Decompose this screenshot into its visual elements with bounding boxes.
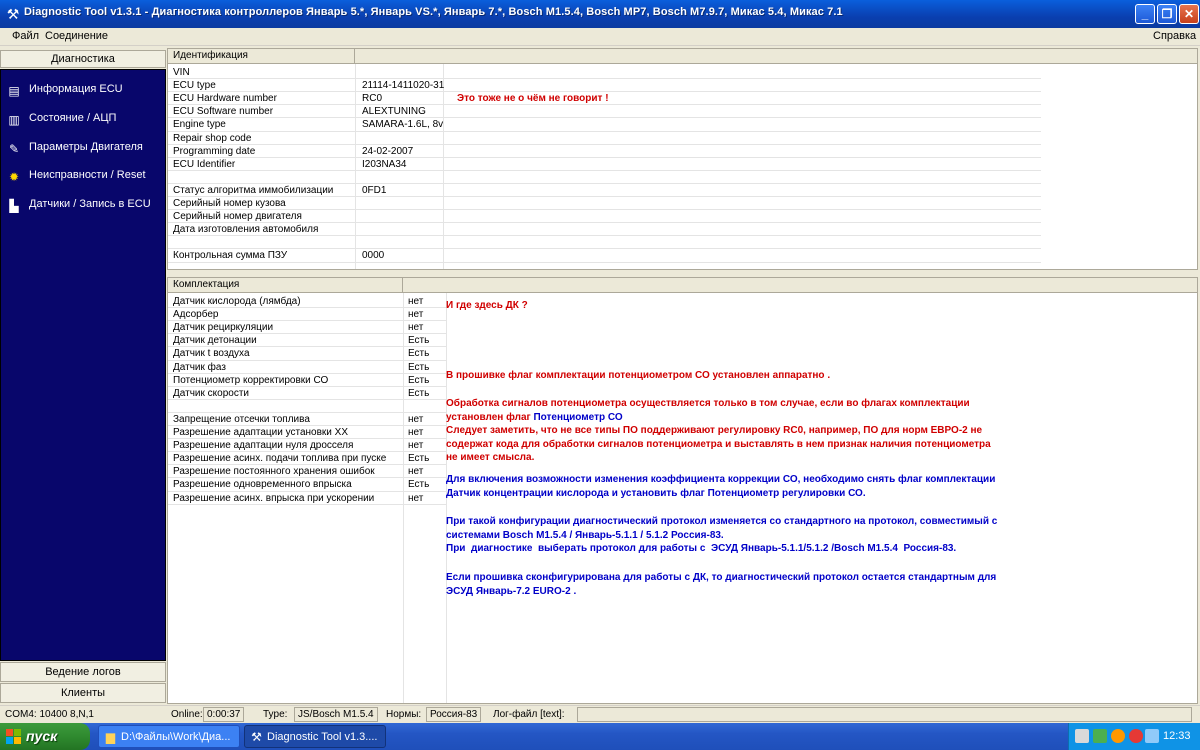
row-value: 21114-1411020-31 xyxy=(362,80,445,92)
taskbar xyxy=(0,723,1200,750)
menu-bar xyxy=(0,28,1200,46)
row-value xyxy=(362,236,446,249)
chart-icon: ▥ xyxy=(8,113,20,127)
title-bar[interactable] xyxy=(0,0,1200,28)
row-value: I203NA34 xyxy=(362,158,407,170)
status-norms-value: Россия-83 xyxy=(426,707,481,722)
row-label: Датчик фаз xyxy=(173,361,226,373)
row-value: нет xyxy=(408,492,424,504)
sidebar-item-label: Неисправности / Reset xyxy=(29,169,146,181)
row-value: Есть xyxy=(408,387,430,399)
row-label: Датчик t воздуха xyxy=(173,348,250,360)
folder-icon: ▆ xyxy=(105,730,116,744)
row-value xyxy=(362,197,446,210)
row-label xyxy=(173,171,353,184)
window-title: Diagnostic Tool v1.3.1 - Диагностика контроллеров Январь 5.*, Январь VS.*, Январь 7.*, Bosch M1.5.4, Bosch MP7, Bosch M7.9.7, Микас 5.4, Микас 7.1 xyxy=(24,6,843,18)
row-value: Есть xyxy=(408,335,430,347)
menu-help[interactable]: Справка xyxy=(1153,30,1197,42)
row-label: Контрольная сумма ПЗУ xyxy=(173,250,288,262)
row-value: SAMARA-1.6L, 8v xyxy=(362,119,444,131)
status-log-label: Лог-файл [text]: xyxy=(493,709,565,720)
row-value: нет xyxy=(408,309,424,321)
sidebar-logs-button[interactable]: Ведение логов xyxy=(0,662,166,682)
note-flag-text: Потенциометр СО xyxy=(533,411,623,423)
row-label: Разрешение одновременного впрыска xyxy=(173,479,352,491)
row-label: ECU Identifier xyxy=(173,158,236,170)
status-log-field xyxy=(577,707,1192,722)
tray-shield-icon[interactable] xyxy=(1129,729,1143,743)
row-label: Датчик скорости xyxy=(173,387,249,399)
row-value: 24-02-2007 xyxy=(362,145,414,157)
note-line: системами Bosch M1.5.4 / Январь-5.1.1 / 5.1.2 Россия-83. xyxy=(446,529,724,541)
row-value: RC0 xyxy=(362,93,383,105)
row-label: Разрешение асинх. впрыска при ускорении xyxy=(173,492,375,504)
note-co-coefficient xyxy=(446,473,995,500)
row-value: Есть xyxy=(408,348,430,360)
status-online-label: Online: xyxy=(171,709,203,720)
tray-network-icon[interactable] xyxy=(1093,729,1107,743)
sidebar-nav xyxy=(0,69,166,661)
note-hardware-flag: В прошивке флаг комплектации потенциометром СО установлен аппаратно . xyxy=(446,370,831,381)
taskbar-item-explorer[interactable] xyxy=(98,725,240,748)
row-value xyxy=(362,210,446,223)
sidebar-item-ecu-info[interactable] xyxy=(7,80,123,98)
note-line: не имеет смысла. xyxy=(446,452,535,463)
row-value: нет xyxy=(408,296,424,307)
row-label: Серийный номер двигателя xyxy=(173,211,302,223)
sidebar-clients-button[interactable]: Клиенты xyxy=(0,683,166,703)
note-dk-protocol xyxy=(446,571,996,598)
row-label: Потенциометр корректировки СО xyxy=(173,374,329,386)
sidebar-item-sensors[interactable] xyxy=(7,195,151,213)
note-line: содержат кода для обработки сигналов потенциометра и выставлять в нем признак наличия потенциометра xyxy=(446,438,991,450)
note-line: Если прошивка сконфигурирована для работы с ДК, то диагностический протокол остается стандартным для xyxy=(446,572,997,583)
sidebar-item-label: Датчики / Запись в ECU xyxy=(29,198,151,210)
row-value: 0FD1 xyxy=(362,184,387,196)
engine-icon: ✎ xyxy=(8,142,20,156)
row-label: ECU Hardware number xyxy=(173,93,277,105)
row-label: Разрешение постоянного хранения ошибок xyxy=(173,466,375,478)
row-value: Есть xyxy=(408,479,430,491)
sidebar-item-faults[interactable] xyxy=(7,166,146,184)
note-where-dk: И где здесь ДК ? xyxy=(446,300,528,311)
row-label: Запрещение отсечки топлива xyxy=(173,413,310,425)
row-label: Дата изготовления автомобиля xyxy=(173,224,319,236)
note-line: Обработка сигналов потенциометра осуществляется только в том случае, если во флагах комплектации xyxy=(446,398,970,409)
app-icon: ⚒ xyxy=(251,730,262,744)
restore-button[interactable]: ❐ xyxy=(1157,4,1177,24)
sidebar-item-label: Состояние / АЦП xyxy=(29,112,117,124)
note-line: Для включения возможности изменения коэффициента коррекции СО, необходимо снять флаг комплектации xyxy=(446,474,996,485)
taskbar-item-label: Diagnostic Tool v1.3.... xyxy=(267,731,378,743)
configuration-title: Комплектация xyxy=(168,278,403,293)
status-port: COM4: 10400 8,N,1 xyxy=(5,709,94,720)
status-type-value: JS/Bosch M1.5.4 xyxy=(294,707,378,722)
fault-icon: ✹ xyxy=(8,170,20,184)
identification-header xyxy=(168,49,1197,64)
note-protocol xyxy=(446,515,997,556)
menu-file[interactable]: Файл xyxy=(12,30,40,42)
row-label: Датчик кислорода (лямбда) xyxy=(173,296,301,307)
tray-volume-icon[interactable] xyxy=(1145,729,1159,743)
status-bar xyxy=(0,705,1200,723)
row-value xyxy=(362,66,446,79)
row-value: нет xyxy=(408,427,424,438)
clock: 12:33 xyxy=(1163,730,1191,742)
menu-connection[interactable]: Соединение xyxy=(45,30,109,42)
row-label: ECU type xyxy=(173,80,216,92)
identification-panel xyxy=(167,48,1198,270)
system-tray xyxy=(1068,723,1200,750)
tray-keyboard-icon[interactable] xyxy=(1075,729,1089,743)
row-label: Статус алгоритма иммобилизации xyxy=(173,184,334,196)
ecu-info-icon: ▤ xyxy=(8,84,20,98)
configuration-header xyxy=(168,278,1197,293)
row-value: 0000 xyxy=(362,250,385,262)
row-label: Engine type xyxy=(173,119,226,131)
row-label: Датчик детонации xyxy=(173,335,257,347)
identification-title: Идентификация xyxy=(168,49,355,64)
row-label: Адсорбер xyxy=(173,309,219,321)
note-line: Датчик концентрации кислорода и установить флаг Потенциометр регулировки СО. xyxy=(446,487,866,499)
note-line: Следует заметить, что не все типы ПО поддерживают регулировку RC0, например, ПО для норм ЕВРО-2 не xyxy=(446,425,983,436)
note-text: установлен флаг xyxy=(446,411,531,423)
status-online-value: 0:00:37 xyxy=(203,707,244,722)
row-value: нет xyxy=(408,440,424,452)
minimize-button[interactable]: _ xyxy=(1135,4,1155,24)
row-value xyxy=(362,223,446,236)
sidebar-item-engine-params[interactable] xyxy=(7,138,143,156)
row-label: Разрешение адаптации установки ХХ xyxy=(173,427,348,438)
row-label: Датчик рециркуляции xyxy=(173,322,274,334)
start-button[interactable] xyxy=(0,723,90,750)
sidebar-item-label: Информация ECU xyxy=(29,83,123,95)
row-label: Разрешение адаптации нуля дросселя xyxy=(173,440,354,452)
row-label xyxy=(173,400,401,413)
row-label: VIN xyxy=(173,67,190,78)
row-label: Разрешение асинх. подачи топлива при пуске xyxy=(173,453,387,465)
row-value: нет xyxy=(408,322,424,334)
taskbar-item-diagnostic-tool[interactable] xyxy=(244,725,386,748)
row-value xyxy=(362,171,446,184)
row-value: Есть xyxy=(408,453,430,465)
row-label: ECU Software number xyxy=(173,106,274,118)
note-line: При такой конфигурации диагностический протокол изменяется со стандартного на протокол, совместимый с xyxy=(446,516,998,527)
row-value: ALEXTUNING xyxy=(362,106,426,118)
app-icon: ⚒ xyxy=(6,6,20,22)
sidebar-header[interactable]: Диагностика xyxy=(0,50,166,68)
row-label: Repair shop code xyxy=(173,132,252,144)
row-value: нет xyxy=(408,413,424,425)
row-label: Серийный номер кузова xyxy=(173,198,286,209)
sidebar xyxy=(0,47,166,705)
note-line xyxy=(446,411,991,425)
row-value: нет xyxy=(408,466,424,478)
row-label xyxy=(173,236,353,249)
row-value: Есть xyxy=(408,361,430,373)
start-label: пуск xyxy=(26,728,58,744)
configuration-panel xyxy=(167,277,1198,704)
note-processing xyxy=(446,397,991,465)
tray-app-icon[interactable] xyxy=(1111,729,1125,743)
sidebar-item-state-adc[interactable] xyxy=(7,109,116,127)
row-value: Есть xyxy=(408,374,430,386)
row-value xyxy=(362,132,446,145)
note-line: ЭСУД Январь-7.2 EURO-2 . xyxy=(446,585,577,597)
row-label: Programming date xyxy=(173,145,256,157)
note-line: При диагностике выберать протокол для работы с ЭСУД Январь-5.1.1/5.1.2 /Bosch M1.5.4 Россия-83. xyxy=(446,543,957,554)
sidebar-item-label: Параметры Двигателя xyxy=(29,141,143,153)
identification-note: Это тоже не о чём не говорит ! xyxy=(457,93,609,104)
status-type-label: Type: xyxy=(263,709,288,720)
close-button[interactable]: ✕ xyxy=(1179,4,1199,24)
taskbar-item-label: D:\Файлы\Work\Диа... xyxy=(121,731,231,743)
sensor-icon: ▙ xyxy=(9,199,19,213)
status-norms-label: Нормы: xyxy=(386,709,422,720)
windows-logo-icon xyxy=(6,729,22,744)
